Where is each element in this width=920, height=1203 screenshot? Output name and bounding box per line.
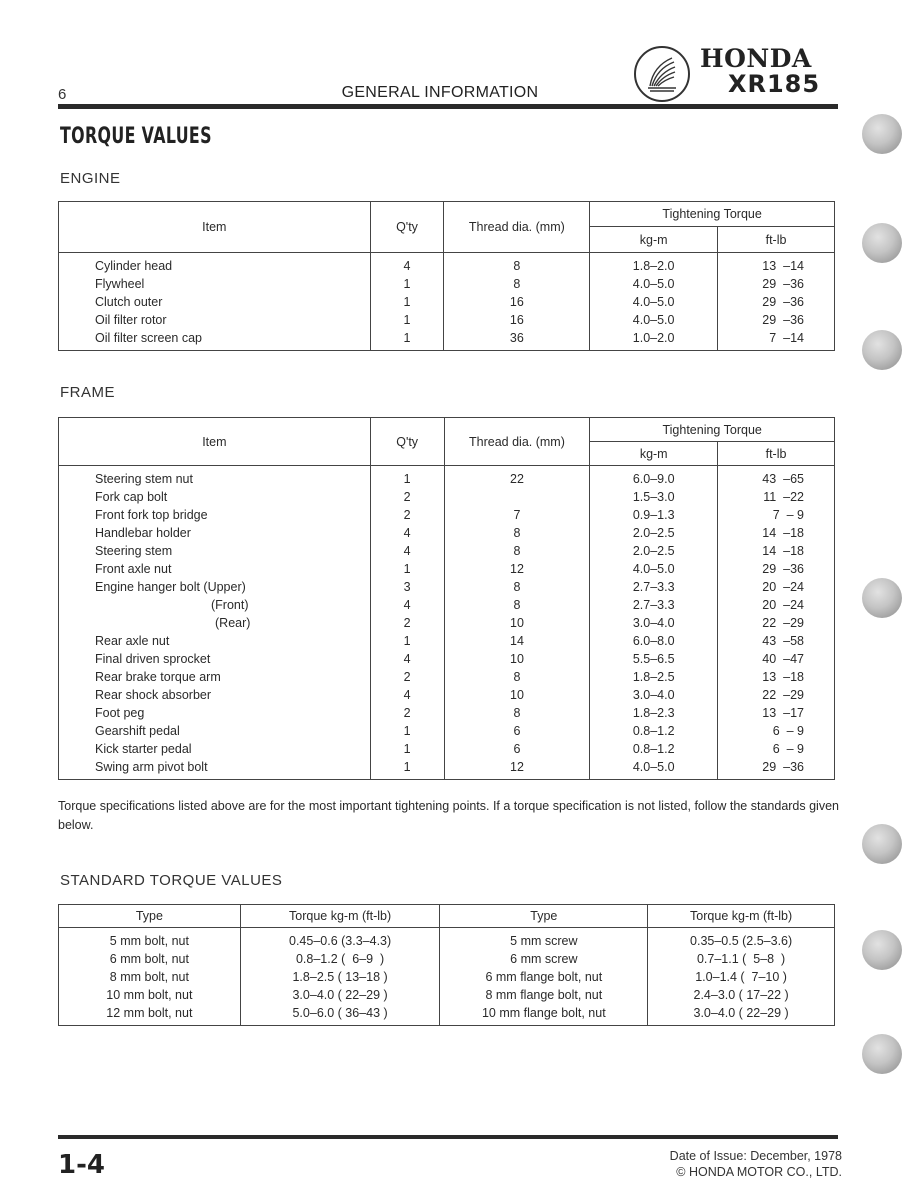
table-row — [59, 560, 835, 578]
item: Gearshift pedal — [59, 722, 371, 740]
item: Steering stem — [59, 542, 371, 560]
col-qty: Q'ty — [370, 418, 444, 466]
ftlb: 6 – 9 — [718, 722, 835, 740]
item: Handlebar holder — [59, 524, 371, 542]
engine-torque-table — [58, 201, 835, 351]
torque: 0.8–1.2 ( 6–9 ) — [240, 950, 440, 968]
qty: 4 — [370, 596, 444, 614]
table-row — [59, 506, 835, 524]
col-torque: Torque kg-m (ft-lb) — [648, 905, 835, 928]
kgm: 1.0–2.0 — [590, 329, 718, 351]
thread: 8 — [444, 668, 590, 686]
table-row — [59, 758, 835, 780]
qty: 1 — [370, 722, 444, 740]
type: 10 mm flange bolt, nut — [440, 1004, 648, 1026]
kgm: 5.5–6.5 — [590, 650, 718, 668]
thread: 10 — [444, 614, 590, 632]
qty: 1 — [370, 560, 444, 578]
binder-hole-icon — [862, 930, 902, 970]
kgm: 4.0–5.0 — [590, 560, 718, 578]
kgm: 2.0–2.5 — [590, 524, 718, 542]
col-kgm: kg-m — [590, 442, 718, 466]
ftlb: 20 –24 — [718, 596, 835, 614]
thread: 36 — [444, 329, 590, 351]
kgm: 3.0–4.0 — [590, 614, 718, 632]
kgm: 0.9–1.3 — [590, 506, 718, 524]
col-qty: Q'ty — [370, 202, 444, 253]
torque: 1.0–1.4 ( 7–10 ) — [648, 968, 835, 986]
kgm: 6.0–8.0 — [590, 632, 718, 650]
item: Final driven sprocket — [59, 650, 371, 668]
torque: 0.45–0.6 (3.3–4.3) — [240, 928, 440, 951]
thread: 12 — [444, 758, 590, 780]
type: 8 mm bolt, nut — [59, 968, 241, 986]
qty: 1 — [370, 758, 444, 780]
thread: 22 — [444, 466, 590, 489]
table-row — [59, 1004, 835, 1026]
kgm: 2.7–3.3 — [590, 578, 718, 596]
table-row — [59, 632, 835, 650]
kgm: 1.5–3.0 — [590, 488, 718, 506]
ftlb: 14 –18 — [718, 524, 835, 542]
thread: 8 — [444, 542, 590, 560]
item: Fork cap bolt — [59, 488, 371, 506]
ftlb: 13 –17 — [718, 704, 835, 722]
ftlb: 11 –22 — [718, 488, 835, 506]
table-row — [59, 596, 835, 614]
ftlb: 13 –18 — [718, 668, 835, 686]
table-row — [59, 524, 835, 542]
frame-torque-table — [58, 417, 835, 780]
thread: 7 — [444, 506, 590, 524]
kgm: 0.8–1.2 — [590, 740, 718, 758]
col-ftlb: ft-lb — [718, 442, 835, 466]
qty: 2 — [370, 704, 444, 722]
ftlb: 14 –18 — [718, 542, 835, 560]
table-row — [59, 722, 835, 740]
col-item: Item — [59, 418, 371, 466]
item: Kick starter pedal — [59, 740, 371, 758]
table-row — [59, 650, 835, 668]
binder-hole-icon — [862, 330, 902, 370]
col-type: Type — [59, 905, 241, 928]
item: (Rear) — [59, 614, 371, 632]
ftlb: 29 –36 — [718, 560, 835, 578]
thread: 6 — [444, 722, 590, 740]
col-thread: Thread dia. (mm) — [444, 202, 590, 253]
binder-hole-icon — [862, 223, 902, 263]
table-row — [59, 686, 835, 704]
qty: 4 — [370, 650, 444, 668]
table-row — [59, 950, 835, 968]
standard-torque-table — [58, 904, 835, 1026]
thread: 16 — [444, 311, 590, 329]
qty: 2 — [370, 506, 444, 524]
col-ftlb: ft-lb — [718, 227, 835, 253]
qty: 3 — [370, 578, 444, 596]
kgm: 4.0–5.0 — [590, 311, 718, 329]
table-row — [59, 253, 835, 276]
footer-divider — [58, 1135, 838, 1139]
thread: 8 — [444, 253, 590, 276]
table-row — [59, 275, 835, 293]
qty: 2 — [370, 488, 444, 506]
kgm: 1.8–2.3 — [590, 704, 718, 722]
honda-wing-logo-icon — [634, 46, 690, 102]
page-title: TORQUE VALUES — [60, 124, 212, 149]
kgm: 4.0–5.0 — [590, 758, 718, 780]
thread — [444, 488, 590, 506]
thread: 10 — [444, 686, 590, 704]
thread: 8 — [444, 704, 590, 722]
item: Front fork top bridge — [59, 506, 371, 524]
thread: 16 — [444, 293, 590, 311]
item: Flywheel — [59, 275, 371, 293]
qty: 2 — [370, 668, 444, 686]
thread: 12 — [444, 560, 590, 578]
torque: 0.35–0.5 (2.5–3.6) — [648, 928, 835, 951]
type: 5 mm bolt, nut — [59, 928, 241, 951]
table-row — [59, 466, 835, 489]
table-row — [59, 986, 835, 1004]
footer-info — [670, 1148, 842, 1180]
ftlb: 43 –58 — [718, 632, 835, 650]
item: Front axle nut — [59, 560, 371, 578]
thread: 6 — [444, 740, 590, 758]
thread: 14 — [444, 632, 590, 650]
qty: 4 — [370, 542, 444, 560]
page-number: 6 — [58, 86, 67, 103]
binder-hole-icon — [862, 824, 902, 864]
table-row — [59, 311, 835, 329]
qty: 4 — [370, 686, 444, 704]
section-title: GENERAL INFORMATION — [341, 84, 539, 101]
model-name: XR185 — [728, 70, 821, 98]
ftlb: 40 –47 — [718, 650, 835, 668]
qty: 2 — [370, 614, 444, 632]
binder-hole-icon — [862, 114, 902, 154]
item: Cylinder head — [59, 253, 371, 276]
type: 10 mm bolt, nut — [59, 986, 241, 1004]
qty: 1 — [370, 466, 444, 489]
kgm: 4.0–5.0 — [590, 293, 718, 311]
item: Foot peg — [59, 704, 371, 722]
table-row — [59, 293, 835, 311]
table-row — [59, 329, 835, 351]
table-row — [59, 542, 835, 560]
qty: 1 — [370, 275, 444, 293]
thread: 10 — [444, 650, 590, 668]
item: Oil filter rotor — [59, 311, 371, 329]
footer-page-label: 1-4 — [58, 1150, 105, 1180]
item: Rear shock absorber — [59, 686, 371, 704]
type: 6 mm bolt, nut — [59, 950, 241, 968]
ftlb: 22 –29 — [718, 614, 835, 632]
qty: 1 — [370, 311, 444, 329]
type: 6 mm flange bolt, nut — [440, 968, 648, 986]
ftlb: 29 –36 — [718, 275, 835, 293]
torque-note: Torque specifications listed above are for the most important tightening points. If a torque specification is not listed, follow the standards given below. — [58, 799, 839, 832]
thread: 8 — [444, 524, 590, 542]
item: Rear axle nut — [59, 632, 371, 650]
type: 5 mm screw — [440, 928, 648, 951]
torque: 2.4–3.0 ( 17–22 ) — [648, 986, 835, 1004]
col-thread: Thread dia. (mm) — [444, 418, 590, 466]
ftlb: 6 – 9 — [718, 740, 835, 758]
table-row — [59, 668, 835, 686]
kgm: 1.8–2.5 — [590, 668, 718, 686]
item: Engine hanger bolt (Upper) — [59, 578, 371, 596]
col-tightening-torque: Tightening Torque — [590, 418, 835, 442]
type: 8 mm flange bolt, nut — [440, 986, 648, 1004]
issue-date: Date of Issue: December, 1978 — [669, 1149, 842, 1163]
thread: 8 — [444, 578, 590, 596]
col-tightening-torque: Tightening Torque — [590, 202, 835, 227]
thread: 8 — [444, 275, 590, 293]
ftlb: 7 –14 — [718, 329, 835, 351]
item: Oil filter screen cap — [59, 329, 371, 351]
ftlb: 20 –24 — [718, 578, 835, 596]
torque: 5.0–6.0 ( 36–43 ) — [240, 1004, 440, 1026]
item: (Front) — [59, 596, 371, 614]
col-item: Item — [59, 202, 371, 253]
col-kgm: kg-m — [590, 227, 718, 253]
ftlb: 22 –29 — [718, 686, 835, 704]
type: 6 mm screw — [440, 950, 648, 968]
ftlb: 7 – 9 — [718, 506, 835, 524]
qty: 1 — [370, 329, 444, 351]
kgm: 2.0–2.5 — [590, 542, 718, 560]
binder-hole-icon — [862, 578, 902, 618]
ftlb: 43 –65 — [718, 466, 835, 489]
torque: 1.8–2.5 ( 13–18 ) — [240, 968, 440, 986]
table-row — [59, 488, 835, 506]
qty: 1 — [370, 740, 444, 758]
col-type: Type — [440, 905, 648, 928]
header-divider — [58, 104, 838, 109]
table-row — [59, 704, 835, 722]
type: 12 mm bolt, nut — [59, 1004, 241, 1026]
kgm: 6.0–9.0 — [590, 466, 718, 489]
engine-heading: ENGINE — [60, 170, 121, 187]
frame-heading: FRAME — [60, 384, 115, 401]
ftlb: 29 –36 — [718, 758, 835, 780]
table-row — [59, 578, 835, 596]
ftlb: 29 –36 — [718, 293, 835, 311]
binder-hole-icon — [862, 1034, 902, 1074]
qty: 1 — [370, 632, 444, 650]
table-row — [59, 928, 835, 951]
ftlb: 13 –14 — [718, 253, 835, 276]
torque: 3.0–4.0 ( 22–29 ) — [240, 986, 440, 1004]
thread: 8 — [444, 596, 590, 614]
qty: 4 — [370, 253, 444, 276]
kgm: 2.7–3.3 — [590, 596, 718, 614]
item: Steering stem nut — [59, 466, 371, 489]
torque: 0.7–1.1 ( 5–8 ) — [648, 950, 835, 968]
kgm: 1.8–2.0 — [590, 253, 718, 276]
copyright: © HONDA MOTOR CO., LTD. — [676, 1165, 842, 1179]
kgm: 0.8–1.2 — [590, 722, 718, 740]
qty: 1 — [370, 293, 444, 311]
torque: 3.0–4.0 ( 22–29 ) — [648, 1004, 835, 1026]
brand-name: HONDA — [700, 44, 812, 73]
table-row — [59, 614, 835, 632]
standard-torque-heading: STANDARD TORQUE VALUES — [60, 872, 283, 889]
qty: 4 — [370, 524, 444, 542]
ftlb: 29 –36 — [718, 311, 835, 329]
item: Rear brake torque arm — [59, 668, 371, 686]
kgm: 3.0–4.0 — [590, 686, 718, 704]
item: Swing arm pivot bolt — [59, 758, 371, 780]
table-row — [59, 968, 835, 986]
kgm: 4.0–5.0 — [590, 275, 718, 293]
table-row — [59, 740, 835, 758]
col-torque: Torque kg-m (ft-lb) — [240, 905, 440, 928]
item: Clutch outer — [59, 293, 371, 311]
